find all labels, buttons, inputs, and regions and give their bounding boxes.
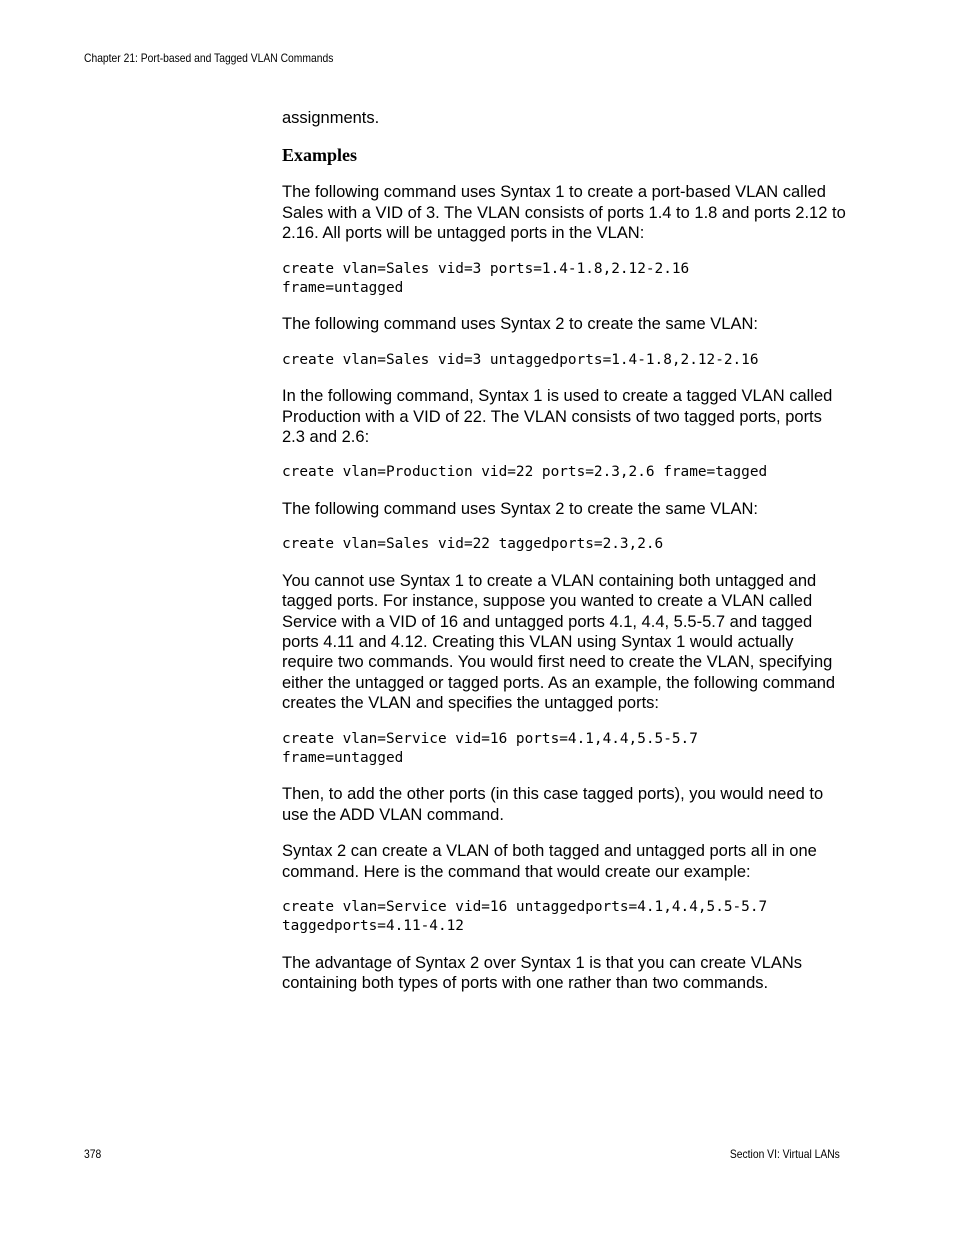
- code-line: frame=untagged: [282, 749, 404, 766]
- code-block-syntax2-tagged: [282, 535, 847, 554]
- code-line: create vlan=Service vid=16 untaggedports=4.1,4.4,5.5-5.7: [282, 898, 768, 915]
- code-line: create vlan=Service vid=16 ports=4.1,4.4,5.5-5.7: [282, 730, 698, 747]
- paragraph-syntax2-same: The following command uses Syntax 2 to create the same VLAN:: [282, 315, 758, 334]
- code-line: create vlan=Production vid=22 ports=2.3,2.6 frame=tagged: [282, 464, 768, 481]
- running-header: Chapter 21: Port-based and Tagged VLAN Commands: [84, 51, 334, 65]
- section-heading-examples: Examples: [282, 145, 358, 166]
- code-line: create vlan=Sales vid=3 ports=1.4-1.8,2.12-2.16: [282, 260, 690, 277]
- paragraph-mixed-ports: You cannot use Syntax 1 to create a VLAN containing both untagged and tagged ports. For instance, suppose you wanted to create a VLAN called Service with a VID of 16 and untagged ports 4.1, 4.4, 5.5-5.7 and tagged ports 4.11 and 4.12. Creating this VLAN using Syntax 1 would actually require two commands. You would first need to create the VLAN, specifying either the untagged or tagged ports. As an example, the following command creates the VLAN and specifies the untagged ports:: [282, 571, 836, 713]
- paragraph-assignments: assignments.: [282, 109, 380, 127]
- footer-section-title: Section VI: Virtual LANs: [730, 1147, 840, 1161]
- code-block-syntax1-production: [282, 463, 847, 482]
- code-block-syntax1-service: [282, 730, 847, 769]
- paragraph-syntax2-both: Syntax 2 can create a VLAN of both tagged and untagged ports all in one command. Here is the command that would create our example:: [282, 842, 817, 881]
- code-line: frame=untagged: [282, 280, 404, 297]
- page-body: [282, 108, 847, 1010]
- code-line: create vlan=Sales vid=3 untaggedports=1.4-1.8,2.12-2.16: [282, 351, 759, 368]
- paragraph-advantage: The advantage of Syntax 2 over Syntax 1 is that you can create VLANs containing both types of ports with one rather than two commands.: [282, 953, 803, 993]
- page-number: 378: [84, 1147, 102, 1161]
- code-block-syntax1-sales: [282, 260, 847, 299]
- paragraph-add-vlan: Then, to add the other ports (in this case tagged ports), you would need to use the ADD VLAN command.: [282, 785, 824, 824]
- code-line: taggedports=4.11-4.12: [282, 918, 464, 935]
- paragraph-syntax2-same-tagged: The following command uses Syntax 2 to create the same VLAN:: [282, 499, 758, 518]
- paragraph-tagged-production: In the following command, Syntax 1 is used to create a tagged VLAN called Production with a VID of 22. The VLAN consists of two tagged ports, ports 2.3 and 2.6:: [282, 387, 833, 447]
- paragraph-syntax1-intro: The following command uses Syntax 1 to create a port-based VLAN called Sales with a VID of 3. The VLAN consists of ports 1.4 to 1.8 and ports 2.12 to 2.16. All ports will be untagged ports in the VLAN:: [282, 183, 846, 243]
- code-line: create vlan=Sales vid=22 taggedports=2.3,2.6: [282, 536, 664, 553]
- code-block-syntax2-sales: [282, 351, 847, 370]
- code-block-syntax2-service: [282, 898, 847, 937]
